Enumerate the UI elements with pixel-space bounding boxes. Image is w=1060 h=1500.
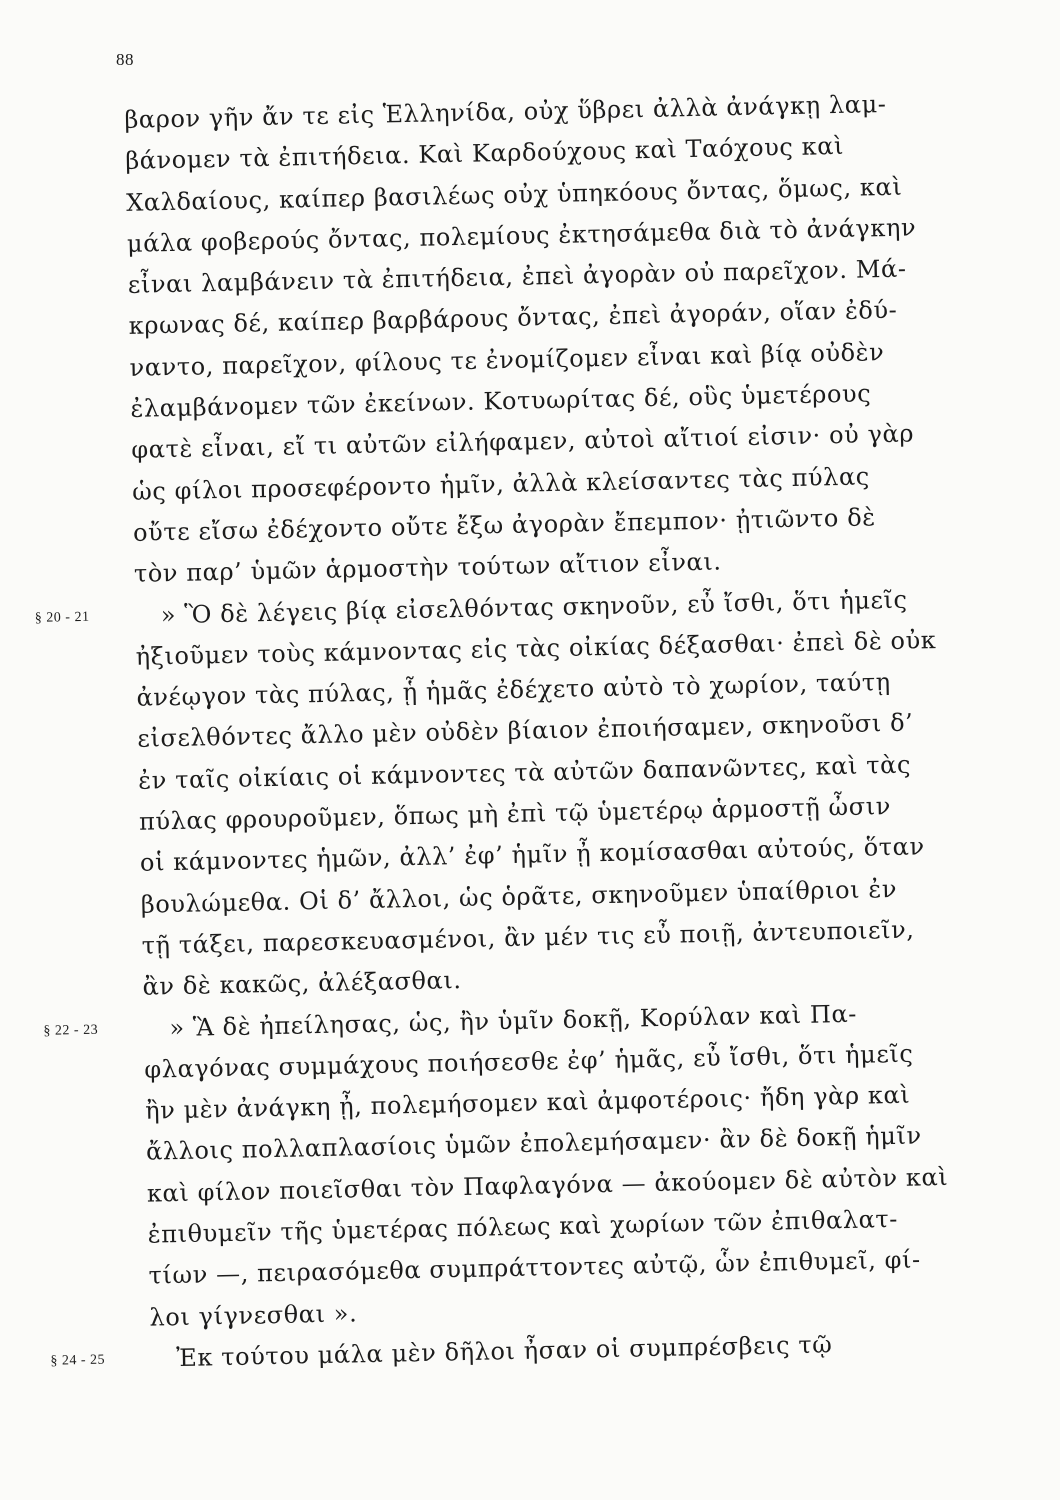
line-text: καὶ φίλον ποιεῖσθαι τὸν Παφλαγόνα — ἀκούομεν δὲ αὐτὸν καὶ	[146, 1162, 949, 1208]
line-text: » Ὃ δὲ λέγεις βίᾳ εἰσελθόντας σκηνοῦν, εὖ ἴσθι, ὅτι ἡμεῖς	[160, 585, 908, 629]
line-text: Χαλδαίους, καίπερ βασιλέως οὐχ ὑπηκόους ὄντας, ὅμως, καὶ	[125, 172, 903, 217]
line-text: λοι γίγνεσθαι ».	[149, 1298, 358, 1332]
line-text: βαρον γῆν ἄν τε εἰς Ἑλληνίδα, οὐχ ὕβρει ἀλλὰ ἀνάγκῃ λαμ-	[124, 89, 887, 134]
line-text: ἄλλοις πολλαπλασίοις ὑμῶν ἐπολεμήσαμεν· ἂν δὲ δοκῇ ἡμῖν	[145, 1121, 922, 1167]
line-text: βουλώμεθα. Οἱ δ’ ἄλλοι, ὡς ὁρᾶτε, σκηνοῦμεν ὑπαίθριοι ἐν	[140, 874, 898, 919]
line-text: ναντο, παρεῖχον, φίλους τε ἐνομίζομεν εἶναι καὶ βίᾳ οὐδὲν	[129, 337, 885, 382]
line-text: φλαγόνας συμμάχους ποιήσεσθε ἐφ’ ἡμᾶς, εὖ ἴσθι, ὅτι ἡμεῖς	[144, 1039, 914, 1084]
line-text: ἢν μὲν ἀνάγκη ᾖ, πολεμήσομεν καὶ ἀμφοτέροις· ἤδη γὰρ καὶ	[144, 1080, 911, 1125]
line-text: οἱ κάμνοντες ἡμῶν, ἀλλ’ ἐφ’ ἡμῖν ᾖ κομίσασθαι αὐτούς, ὅταν	[139, 832, 925, 878]
line-text: ἐπιθυμεῖν τῆς ὑμετέρας πόλεως καὶ χωρίων τῶν ἐπιθαλατ-	[147, 1204, 899, 1249]
line-text: τῇ τάξει, παρεσκευασμένοι, ἂν μέν τις εὖ ποιῇ, ἀντευποιεῖν,	[141, 915, 915, 960]
line-text: Ἐκ τούτου μάλα μὲν δῆλοι ἦσαν οἱ συμπρέσβεις τῷ	[176, 1330, 833, 1372]
line-text: ἐλαμβάνομεν τῶν ἐκείνων. Κοτυωρίτας δέ, οὓς ὑμετέρους	[130, 379, 872, 423]
line-text: εἶναι λαμβάνειν τὰ ἐπιτήδεια, ἐπεὶ ἀγορὰν οὐ παρεῖχον. Μά-	[127, 254, 907, 300]
section-reference: § 22 - 23	[43, 1022, 99, 1039]
line-text: κρωνας δέ, καίπερ βαρβάρους ὄντας, ἐπεὶ ἀγοράν, οἵαν ἐδύ-	[128, 296, 898, 341]
line-text: τίων —, πειρασόμεθα συμπράττοντες αὐτῷ, ὧν ἐπιθυμεῖ, φί-	[148, 1245, 922, 1290]
line-text: φατὲ εἶναι, εἴ τι αὐτῶν εἰλήφαμεν, αὐτοὶ αἴτιοί εἰσιν· οὐ γὰρ	[131, 419, 915, 465]
line-text: ἀνέῳγον τὰς πύλας, ᾗ ἡμᾶς ἐδέχετο αὐτὸ τὸ χωρίον, ταύτῃ	[136, 668, 892, 712]
line-text: μάλα φοβερούς ὄντας, πολεμίους ἐκτησάμεθα διὰ τὸ ἀνάγκην	[126, 213, 917, 258]
line-text: εἰσελθόντες ἄλλο μὲν οὐδὲν βίαιον ἐποιήσαμεν, σκηνοῦσι δ’	[137, 708, 914, 754]
section-reference: § 20 - 21	[34, 609, 90, 626]
line-text: ἂν δὲ κακῶς, ἀλέξασθαι.	[142, 966, 462, 1001]
line-text: ἐν ταῖς οἰκίαις οἱ κάμνοντες τὰ αὐτῶν δαπανῶντες, καὶ τὰς	[137, 750, 912, 795]
line-text: ὡς φίλοι προσεφέροντο ἡμῖν, ἀλλὰ κλείσαντες τὰς πύλας	[131, 462, 871, 506]
line-text: βάνομεν τὰ ἐπιτήδεια. Καὶ Καρδούχους καὶ Ταόχους καὶ	[124, 132, 845, 176]
line-text: ἠξιοῦμεν τοὺς κάμνοντας εἰς τὰς οἰκίας δέξασθαι· ἐπεὶ δὲ οὐκ	[135, 625, 937, 671]
greek-text-body	[0, 80, 1060, 1382]
line-text: » Ἃ δὲ ἠπείλησας, ὡς, ἢν ὑμῖν δοκῇ, Κορύλαν καὶ Πα-	[169, 999, 858, 1042]
line-text: τὸν παρ’ ὑμῶν ἁρμοστὴν τούτων αἴτιον εἶναι.	[133, 547, 722, 589]
line-text: οὔτε εἴσω ἐδέχοντο οὔτε ἔξω ἀγορὰν ἔπεμπον· ᾐτιῶντο δὲ	[132, 503, 876, 547]
section-reference: § 24 - 25	[50, 1352, 106, 1369]
page-number: 88	[116, 50, 134, 69]
line-text: πύλας φρουροῦμεν, ὅπως μὴ ἐπὶ τῷ ὑμετέρῳ ἁρμοστῇ ὦσιν	[138, 792, 892, 836]
